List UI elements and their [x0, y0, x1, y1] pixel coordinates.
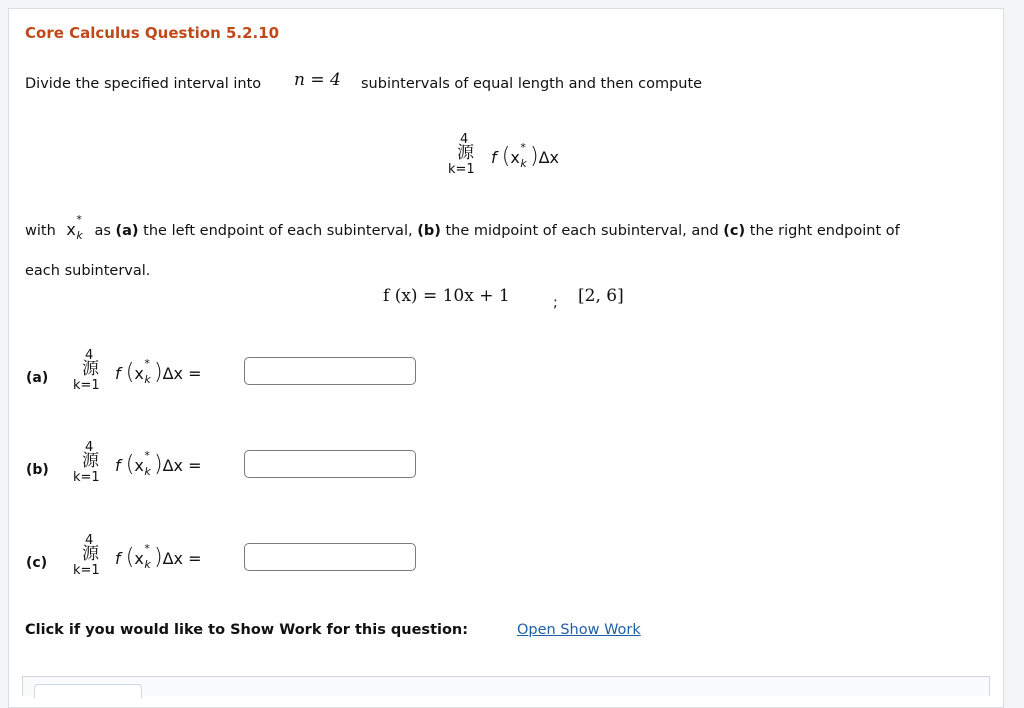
sum-upper-limit: 4	[460, 132, 469, 147]
sum-term-display: f (x * k )Δx	[491, 141, 559, 170]
next-section-frame	[22, 676, 990, 696]
part-a-sum: 4 源 k=1	[73, 348, 100, 393]
part-c-sum: 4 源 k=1	[73, 533, 100, 578]
part-b-label: (b)	[26, 462, 49, 478]
part-b-term: f (x * k )Δx =	[115, 449, 202, 478]
separator: ;	[553, 295, 558, 311]
answer-input-b[interactable]	[244, 450, 416, 478]
open-show-work-link[interactable]: Open Show Work	[517, 622, 641, 638]
part-a-term: f (x * k )Δx =	[115, 357, 202, 386]
n-expression: n = 4	[294, 70, 341, 90]
x-star-k: x * k	[510, 141, 527, 170]
next-section-tab	[34, 684, 142, 698]
answer-input-c[interactable]	[244, 543, 416, 571]
with-line-continued: each subinterval.	[25, 263, 151, 279]
label-b-inline: (b)	[417, 223, 441, 239]
part-a-label: (a)	[26, 370, 49, 386]
x-star-k-inline: x * k	[66, 213, 83, 242]
part-c-term: f (x * k )Δx =	[115, 542, 202, 571]
question-title: Core Calculus Question 5.2.10	[25, 24, 280, 42]
with-line: with x * k as (a) the left endpoint of each subinterval, (b) the midpoint of each subinterval, and (c) the right endpoint of	[25, 213, 900, 242]
show-work-prompt: Click if you would like to Show Work for this question:	[25, 622, 469, 638]
function-definition: f (x) = 10x + 1	[383, 286, 510, 306]
sum-display	[445, 132, 485, 180]
part-b-sum: 4 源 k=1	[73, 440, 100, 485]
f-symbol: f	[491, 148, 497, 167]
intro-text-after: subintervals of equal length and then compute	[361, 76, 703, 92]
sum-symbol: 源	[457, 143, 474, 163]
sum-lower-limit: k=1	[448, 162, 475, 177]
label-c-inline: (c)	[723, 223, 746, 239]
label-a-inline: (a)	[115, 223, 139, 239]
intro-text-before: Divide the specified interval into	[25, 76, 262, 92]
interval: [2, 6]	[578, 286, 624, 306]
delta-x: Δx	[538, 148, 559, 167]
question-panel	[8, 8, 1004, 708]
part-c-label: (c)	[26, 555, 48, 571]
answer-input-a[interactable]	[244, 357, 416, 385]
